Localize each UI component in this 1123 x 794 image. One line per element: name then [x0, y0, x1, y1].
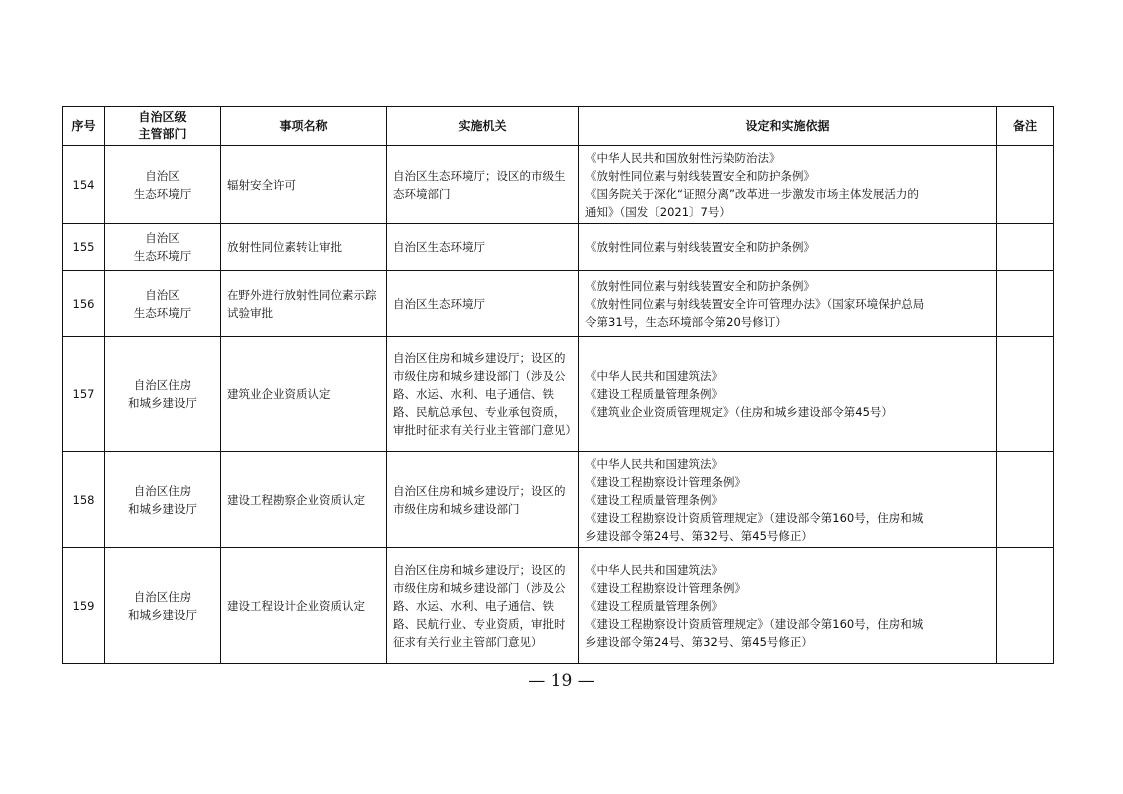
basis-line: 乡建设部令第24号、第32号、第45号修正） — [585, 528, 813, 543]
cell-dept-line: 自治区住房 — [133, 589, 192, 604]
cell-org: 自治区住房和城乡建设厅；设区的市级住房和城乡建设部门（涉及公路、水运、水利、电子通信、铁路、民航行业、专业资质，审批时征求有关行业主管部门意见） — [387, 548, 579, 664]
cell-dept-line: 生态环境厅 — [133, 305, 192, 320]
cell-org: 自治区生态环境厅 — [387, 271, 579, 337]
cell-note — [997, 271, 1054, 337]
header-dept-line: 主管部门 — [138, 127, 187, 141]
cell-no: 155 — [63, 224, 105, 271]
cell-item-name: 建设工程勘察企业资质认定 — [221, 452, 387, 548]
table-header-row — [63, 107, 1054, 146]
cell-org: 自治区住房和城乡建设厅；设区的市级住房和城乡建设部门 — [387, 452, 579, 548]
basis-line: 《放射性同位素与射线装置安全和防护条例》 — [585, 278, 815, 293]
cell-note — [997, 452, 1054, 548]
cell-no: 158 — [63, 452, 105, 548]
cell-basis — [579, 146, 997, 224]
header-dept — [105, 107, 221, 146]
cell-basis — [579, 337, 997, 452]
table-row — [63, 271, 1054, 337]
header-no: 序号 — [63, 107, 105, 146]
cell-org: 自治区生态环境厅 — [387, 224, 579, 271]
basis-line: 《建设工程勘察设计管理条例》 — [585, 580, 746, 595]
basis-line: 《中华人民共和国建筑法》 — [585, 562, 723, 577]
cell-dept — [105, 271, 221, 337]
cell-dept — [105, 452, 221, 548]
basis-line: 《中华人民共和国建筑法》 — [585, 456, 723, 471]
basis-line: 《国务院关于深化“证照分离”改革进一步激发市场主体发展活力的 — [585, 186, 919, 201]
basis-line: 《建设工程质量管理条例》 — [585, 387, 723, 401]
cell-no: 159 — [63, 548, 105, 664]
cell-dept-line: 自治区住房 — [133, 378, 192, 392]
cell-dept — [105, 224, 221, 271]
cell-item-name: 辐射安全许可 — [221, 146, 387, 224]
basis-line: 《放射性同位素与射线装置安全和防护条例》 — [585, 240, 815, 254]
cell-org: 自治区生态环境厅；设区的市级生态环境部门 — [387, 146, 579, 224]
basis-line: 《建设工程勘察设计管理条例》 — [585, 474, 746, 489]
cell-dept-line: 生态环境厅 — [133, 249, 192, 263]
cell-note — [997, 146, 1054, 224]
cell-item-name: 在野外进行放射性同位素示踪试验审批 — [221, 271, 387, 337]
table-row — [63, 337, 1054, 452]
cell-item-name: 放射性同位素转让审批 — [221, 224, 387, 271]
basis-line: 《建设工程勘察设计资质管理规定》（建设部令第160号，住房和城 — [585, 510, 924, 525]
basis-line: 《放射性同位素与射线装置安全许可管理办法》（国家环境保护总局 — [585, 296, 925, 311]
cell-dept-line: 生态环境厅 — [133, 186, 192, 201]
basis-line: 令第31号，生态环境部令第20号修订） — [585, 314, 787, 329]
cell-basis — [579, 271, 997, 337]
cell-basis — [579, 452, 997, 548]
table-row — [63, 146, 1054, 224]
basis-line: 《建设工程质量管理条例》 — [585, 598, 723, 613]
cell-dept-line: 自治区住房 — [133, 483, 192, 498]
cell-dept-line: 自治区 — [145, 287, 180, 302]
cell-no: 154 — [63, 146, 105, 224]
basis-line: 《放射性同位素与射线装置安全和防护条例》 — [585, 168, 815, 183]
basis-line: 《建设工程质量管理条例》 — [585, 492, 723, 507]
basis-line: 乡建设部令第24号、第32号、第45号修正） — [585, 634, 813, 649]
header-note: 备注 — [997, 107, 1054, 146]
cell-dept — [105, 337, 221, 452]
cell-dept-line: 自治区 — [145, 231, 180, 245]
cell-dept-line: 和城乡建设厅 — [128, 501, 197, 516]
header-basis: 设定和实施依据 — [579, 107, 997, 146]
page-number: — 19 — — [528, 671, 595, 691]
cell-item-name: 建筑业企业资质认定 — [221, 337, 387, 452]
cell-org: 自治区住房和城乡建设厅；设区的市级住房和城乡建设部门（涉及公路、水运、水利、电子通信、铁路、民航总承包、专业承包资质，审批时征求有关行业主管部门意见） — [387, 337, 579, 452]
basis-line: 通知》（国发〔2021〕7号） — [585, 204, 731, 219]
cell-dept — [105, 548, 221, 664]
table-row — [63, 548, 1054, 664]
table-row — [63, 452, 1054, 548]
basis-line: 《中华人民共和国建筑法》 — [585, 369, 723, 383]
cell-dept — [105, 146, 221, 224]
cell-no: 156 — [63, 271, 105, 337]
cell-no: 157 — [63, 337, 105, 452]
cell-basis — [579, 548, 997, 664]
basis-line: 《中华人民共和国放射性污染防治法》 — [585, 150, 781, 165]
basis-line: 《建设工程勘察设计资质管理规定》（建设部令第160号，住房和城 — [585, 616, 924, 631]
cell-note — [997, 548, 1054, 664]
cell-dept-line: 和城乡建设厅 — [128, 607, 197, 622]
cell-basis — [579, 224, 997, 271]
basis-line: 《建筑业企业资质管理规定》（住房和城乡建设部令第45号） — [585, 405, 893, 419]
approval-items-table — [62, 106, 1054, 664]
cell-note — [997, 337, 1054, 452]
cell-dept-line: 和城乡建设厅 — [128, 396, 197, 410]
cell-item-name: 建设工程设计企业资质认定 — [221, 548, 387, 664]
table-row — [63, 224, 1054, 271]
cell-dept-line: 自治区 — [145, 168, 180, 183]
header-org: 实施机关 — [387, 107, 579, 146]
header-name: 事项名称 — [221, 107, 387, 146]
cell-note — [997, 224, 1054, 271]
header-dept-line: 自治区级 — [138, 110, 187, 124]
